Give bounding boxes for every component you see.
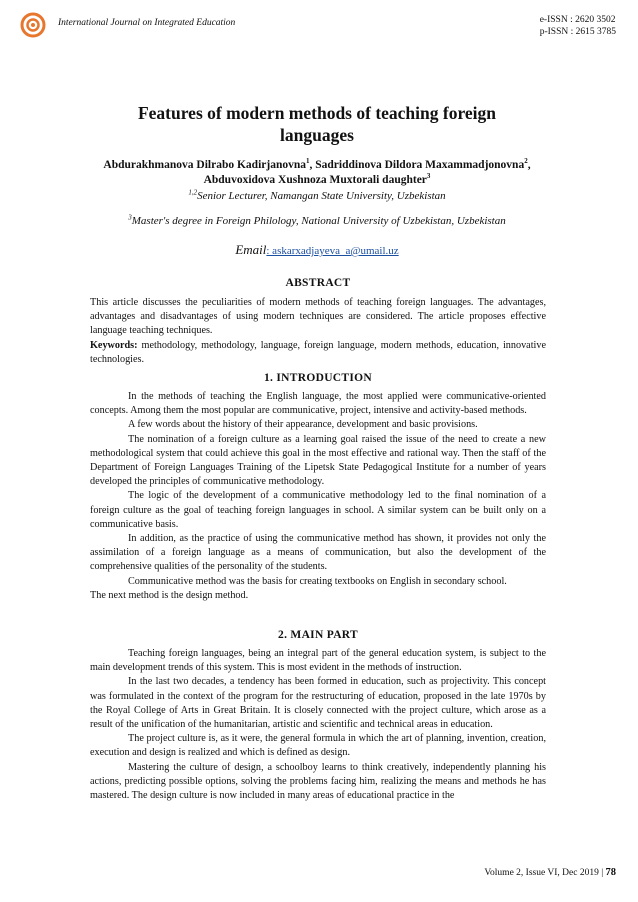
footer-separator: |	[598, 868, 606, 878]
abstract-text: This article discusses the peculiarities of modern methods of teaching foreign languages. The advantages, advantages and disadvantages of using modern techniques are considered. The article proposes effective language teaching techniques.	[90, 297, 546, 337]
eissn: e-ISSN : 2620 3502	[539, 15, 616, 25]
author-2-comma: ,	[527, 159, 531, 171]
issue-info: Volume 2, Issue VI, Dec 2019	[484, 868, 599, 878]
affiliation-1	[88, 190, 546, 202]
keywords	[90, 339, 546, 367]
author-3: Abduvoxidova Xushnoza Muxtorali daughter	[203, 174, 427, 186]
journal-logo-icon	[20, 12, 46, 38]
page-number: 78	[605, 867, 616, 878]
email-label: Email	[235, 242, 267, 257]
page-header	[20, 8, 616, 48]
title-line-1: Features of modern methods of teaching foreign	[137, 103, 497, 123]
author-1: Abdurakhmanova Dilrabo Kadirjanovna	[103, 159, 306, 171]
title-line-2: languages	[280, 125, 354, 145]
intro-paragraph-7: The next method is the design method.	[90, 589, 249, 601]
affiliation-2	[88, 215, 546, 227]
intro-paragraph-6: Communicative method was the basis for creating textbooks on English in secondary school.	[128, 575, 507, 587]
affiliation-1-sup: 1,2	[188, 188, 198, 197]
introduction-section	[90, 372, 546, 603]
intro-paragraph-1: In the methods of teaching the English language, the most applied were communicative-oriented concepts. Among them the most popular are communicative, project, intensive and activity-based methods.	[90, 391, 546, 417]
main-paragraph-1: Teaching foreign languages, being an integral part of the general education system, is subject to the main development trends of this system. This is most evident in the methods of instruction.	[90, 648, 546, 674]
affiliation-2-text: Master's degree in Foreign Philology, National University of Uzbekistan, Uzbekistan	[131, 215, 506, 227]
intro-paragraph-2: A few words about the history of their appearance, development and basic provisions.	[128, 419, 478, 431]
main-paragraph-3: The project culture is, as it were, the general formula in which the art of planning, invention, creation, execution and design is realized and which is defined as design.	[90, 733, 546, 759]
author-2: , Sadriddinova Dildora Maxammadjonovna	[309, 159, 525, 171]
main-part-heading: 2. MAIN PART	[278, 629, 358, 641]
main-part-section	[90, 629, 546, 803]
page-footer	[484, 867, 616, 878]
paper-title	[88, 102, 546, 146]
affiliation-1-text: Senior Lecturer, Namangan State University, Uzbekistan	[197, 190, 446, 202]
journal-name: International Journal on Integrated Education	[58, 18, 236, 28]
abstract-section	[90, 277, 546, 367]
affiliation-2-sup: 3	[128, 213, 132, 222]
issn-block	[540, 14, 616, 38]
intro-paragraph-4: The logic of the development of a communicative methodology led to the final nomination of a foreign culture as the goal of teaching foreign languages in school. A similar system can be built only on a communicative basis.	[90, 490, 546, 530]
keywords-text: methodology, methodology, language, foreign language, modern methods, education, innovative technologies.	[90, 339, 546, 365]
title-block	[88, 102, 546, 258]
intro-paragraph-3: The nomination of a foreign culture as a learning goal raised the issue of the need to create a new methodological system that could achieve this goal in the most effective and rational way. Then the staff of the Department of Foreign Languages Training of the Lipetsk State Pedagogical Institute for a number of years developed the principles of communicative methodology.	[90, 433, 546, 488]
author-2-sup: 2	[524, 157, 528, 166]
main-paragraph-4: Mastering the culture of design, a schoolboy learns to think creatively, independently planning his actions, predicting possible options, solving the problems facing him, realizing the means and methods he has mastered. The design culture is now included in many areas of educational practice in the	[90, 761, 546, 802]
author-3-sup: 3	[426, 172, 431, 181]
intro-paragraph-5: In addition, as the practice of using the communicative method has shown, it provides not only the assimilation of a foreign language as a means of communication, but also the development of the comprehensive qualities of the personality of the students.	[90, 533, 546, 573]
keywords-label: Keywords:	[90, 339, 138, 351]
pissn: p-ISSN : 2615 3785	[539, 27, 616, 37]
main-paragraph-2: In the last two decades, a tendency has been formed in education, such as projectivity. This concept was formulated in the context of the program for the restructuring of education, proposed in the late 1970s by the Royal College of Arts in Great Britain. It is closely connected with the project culture, which arose as a result of the unification of the humanitarian, artistic and scientific and technical areas in education.	[90, 676, 546, 731]
author-1-sup: 1	[306, 157, 310, 166]
email-link[interactable]: : askarxadjayeva_a@umail.uz	[266, 245, 399, 257]
introduction-heading: 1. INTRODUCTION	[263, 372, 372, 384]
authors	[88, 158, 546, 188]
abstract-heading: ABSTRACT	[285, 277, 351, 289]
email-line	[88, 242, 546, 258]
